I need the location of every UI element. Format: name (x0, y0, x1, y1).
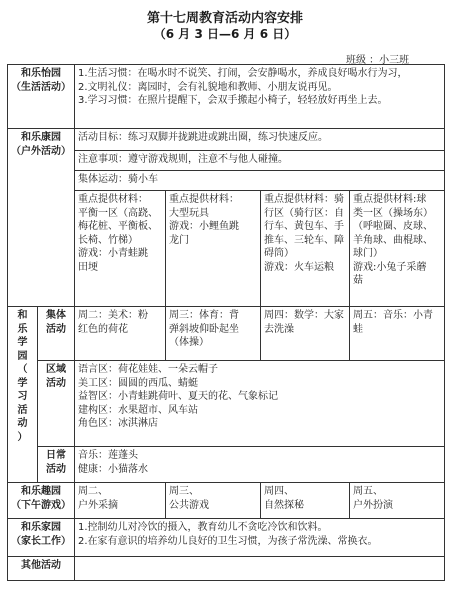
other-content (75, 557, 445, 581)
life-item: 1.生活习惯：在喝水时不说笑、打闹，会安静喝水，养成良好喝水行为习， (78, 68, 408, 79)
home-row (8, 519, 445, 557)
activity-table (7, 64, 445, 581)
learning-header: 和 乐 学 园 （ 学 习 活 动 ） (8, 307, 38, 483)
outdoor-goal-row (8, 129, 445, 151)
life-item: 2.文明礼仪：离园时，会有礼貌地和教师、小朋友说再见。 (78, 81, 338, 93)
fun-item-tue: 周二、 户外采摘 (75, 483, 166, 519)
daily-item: 音乐：莲蓬头 (78, 450, 138, 461)
group-activity-fri: 周五：音乐：小青 蛙 (350, 307, 445, 361)
outdoor-area-ball: 重点提供材料:球 类一区（操场东） （呼啦圈、皮球、 羊角球、曲棍球、 球门） 游戏:小兔子采蘑 菇 (350, 191, 445, 307)
life-header: 和乐怡园 （生活活动） (8, 65, 75, 129)
home-header: 和乐家园 （家长工作） (8, 519, 75, 557)
learning-daily-row (8, 447, 445, 483)
home-content (75, 519, 445, 557)
daily-item: 健康：小猫落水 (78, 463, 148, 475)
outdoor-area-balance: 重点提供材料： 平衡一区（高跷、 梅花桩、平衡板、 长椅、竹梯） 游戏：小青蛙跳 田埂 (75, 191, 166, 307)
life-row (8, 65, 445, 129)
life-content (75, 65, 445, 129)
fun-item-fri: 周五、 户外扮演 (350, 483, 445, 519)
area-item: 益智区：小青蛙跳荷叶、夏天的花、气象标记 (78, 391, 278, 402)
group-activity-wed: 周三：体育：背 弹斜坡仰卧起坐 （体操） (166, 307, 261, 361)
area-activity-content (75, 361, 445, 447)
area-item: 角色区：冰淇淋店 (78, 418, 158, 429)
learning-area-row (8, 361, 445, 447)
group-activity-tue: 周二：美术：粉 红色的荷花 (75, 307, 166, 361)
area-item: 建构区：水果超市、风车站 (78, 404, 198, 416)
other-row (8, 557, 445, 581)
home-item: 2.在家有意识的培养幼儿良好的卫生习惯，为孩子常洗澡、常换衣。 (78, 535, 378, 547)
outdoor-notice: 注意事项：遵守游戏规则，注意不与他人碰撞。 (75, 151, 445, 171)
fun-item-wed: 周三、 公共游戏 (166, 483, 261, 519)
outdoor-goal: 活动目标：练习双脚并拢跳进或跳出圈，练习快速反应。 (75, 129, 445, 151)
outdoor-group: 集体运动：骑小车 (75, 171, 445, 191)
fun-row (8, 483, 445, 519)
area-item: 语言区：荷花娃娃、一朵云帽子 (78, 364, 218, 375)
outdoor-area-large-toys: 重点提供材料： 大型玩具 游戏：小鲤鱼跳 龙门 (166, 191, 261, 307)
home-item: 1.控制幼儿对冷饮的摄入，教育幼儿不贪吃冷饮和饮料。 (78, 522, 328, 533)
area-activity-header: 区域 活动 (38, 361, 75, 447)
class-label: 班级 ：小三班 (346, 55, 410, 66)
page-title: 第十七周教育活动内容安排 (146, 11, 303, 26)
date-range: （6 月 3 日—6 月 6 日） (153, 27, 297, 41)
group-activity-thu: 周四：数学：大家 去洗澡 (261, 307, 350, 361)
life-item: 3.学习习惯：在照片提醒下，会双手搬起小椅子，轻轻放好再坐上去。 (78, 95, 388, 106)
group-activity-header: 集体 活动 (38, 307, 75, 361)
fun-header: 和乐趣园 （下午游戏） (8, 483, 75, 519)
area-item: 美工区：圆圆的西瓜、蜻蜓 (78, 377, 198, 389)
outdoor-header: 和乐康园 （户外活动） (8, 129, 75, 307)
other-header: 其他活动 (8, 557, 75, 581)
fun-item-thu: 周四、 自然探秘 (261, 483, 350, 519)
outdoor-area-riding: 重点提供材料：骑 行区（骑行区：自 行车、黄包车、手 推车、三轮车、障 碍筒） 游戏：火车运粮 (261, 191, 350, 307)
learning-group-row (8, 307, 445, 361)
daily-activity-header: 日常 活动 (38, 447, 75, 483)
daily-activity-content (75, 447, 445, 483)
